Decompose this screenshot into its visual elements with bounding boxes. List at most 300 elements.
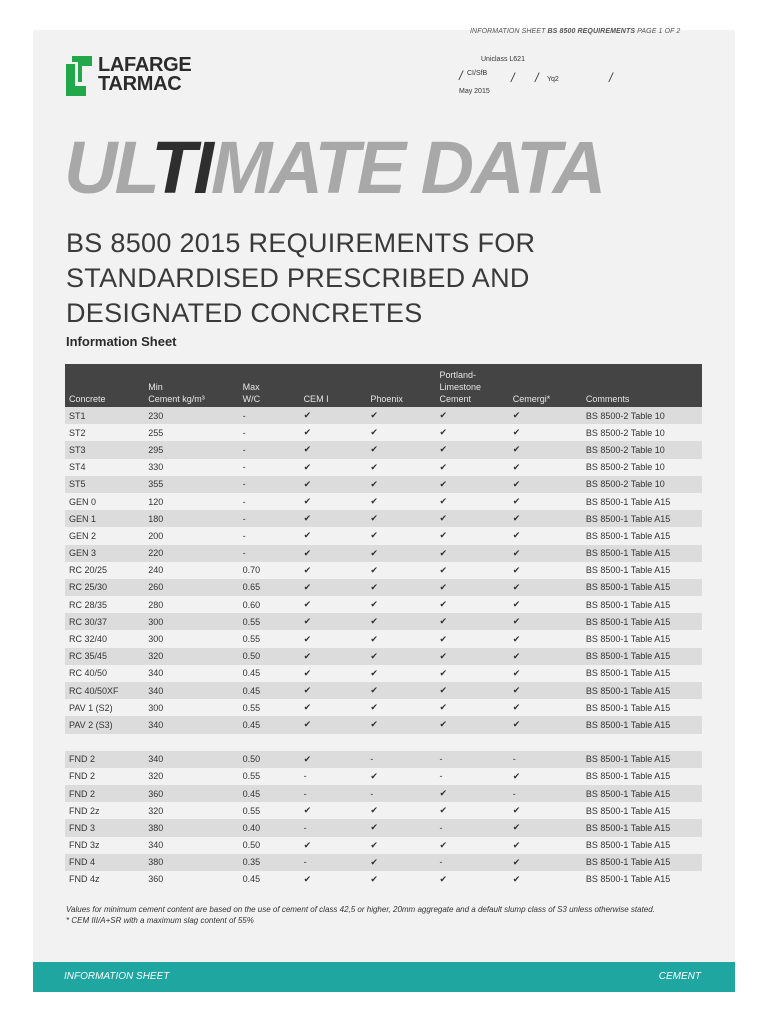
cell-phoenix: ✔ <box>370 667 378 678</box>
issue-date: May 2015 <box>459 88 490 95</box>
cell-concrete: FND 2z <box>69 805 100 816</box>
cell-comments: BS 8500-1 Table A15 <box>582 819 702 836</box>
cell-concrete: RC 40/50 <box>69 668 108 679</box>
cell-max-wc: - <box>242 530 246 541</box>
cell-phoenix: - <box>366 785 435 802</box>
table-row <box>65 837 702 854</box>
cell-cemergi: ✔ <box>512 839 521 850</box>
cell-cemergi: ✔ <box>509 648 582 665</box>
cell-comments: BS 8500-1 Table A15 <box>582 682 702 699</box>
cell-concrete: ST4 <box>69 462 86 473</box>
cell-phoenix: ✔ <box>370 839 378 850</box>
cell-concrete: PAV 2 (S3) <box>65 716 144 733</box>
cell-phoenix: ✔ <box>366 510 435 527</box>
cell-max-wc: - <box>239 407 300 424</box>
cell-comments: BS 8500-1 Table A15 <box>585 668 671 679</box>
cell-plc: ✔ <box>439 599 448 610</box>
title-line-1: BS 8500 2015 REQUIREMENTS FOR <box>66 228 536 258</box>
cell-concrete: RC 20/25 <box>69 565 108 576</box>
cell-comments: BS 8500-1 Table A15 <box>585 530 671 541</box>
cell-min-cement: 280 <box>148 599 164 610</box>
cell-cem-i: - <box>300 854 367 871</box>
cell-max-wc: 0.35 <box>239 854 300 871</box>
cell-plc: ✔ <box>435 476 508 493</box>
cell-plc: - <box>435 854 508 871</box>
table-row <box>65 527 702 544</box>
cell-min-cement: 340 <box>144 682 238 699</box>
cell-cemergi: ✔ <box>512 667 521 678</box>
cell-cem-i: ✔ <box>303 805 312 816</box>
table-row <box>65 424 702 441</box>
cell-cemergi: ✔ <box>509 613 582 630</box>
cell-phoenix: - <box>366 751 435 768</box>
table-row <box>65 510 702 527</box>
cell-plc: ✔ <box>439 496 448 507</box>
cell-comments: BS 8500-2 Table 10 <box>585 462 665 473</box>
cell-comments: BS 8500-1 Table A15 <box>582 510 702 527</box>
cell-phoenix: ✔ <box>366 613 435 630</box>
cell-cemergi: ✔ <box>509 579 582 596</box>
cell-cem-i: ✔ <box>303 667 312 678</box>
table-spacer-row <box>65 734 702 751</box>
cell-max-wc: 0.55 <box>242 771 261 782</box>
cell-cem-i: ✔ <box>303 702 312 713</box>
cell-cemergi: ✔ <box>509 441 582 458</box>
cell-cem-i: ✔ <box>303 530 312 541</box>
cell-comments: BS 8500-2 Table 10 <box>582 476 702 493</box>
table-row <box>65 716 702 733</box>
logo-line-1: LAFARGE <box>98 54 192 76</box>
cell-concrete: FND 2 <box>69 771 96 782</box>
cell-concrete: RC 28/35 <box>69 599 108 610</box>
cell-concrete: GEN 0 <box>69 496 97 507</box>
cell-min-cement: 330 <box>148 462 164 473</box>
cell-max-wc: 0.45 <box>242 668 261 679</box>
cell-comments: BS 8500-1 Table A15 <box>582 613 702 630</box>
header-plc-line-2: Limestone <box>439 382 481 392</box>
cell-max-wc: 0.45 <box>239 716 300 733</box>
hero-part-3: MATE DATA <box>210 126 604 209</box>
cell-cemergi: ✔ <box>512 496 521 507</box>
footnote-cement-basis: Values for minimum cement content are based on the use of cement of class 42,5 or higher, 20mm aggregate and a default slump class of S3 unless otherwise stated. <box>66 905 655 914</box>
cell-comments: BS 8500-1 Table A15 <box>585 840 671 851</box>
cell-cem-i: ✔ <box>303 496 312 507</box>
cell-comments: BS 8500-2 Table 10 <box>582 407 702 424</box>
table-row <box>65 699 702 716</box>
cell-plc: ✔ <box>439 530 448 541</box>
cell-cem-i: ✔ <box>300 510 367 527</box>
header-plc <box>435 364 508 407</box>
cell-max-wc: 0.50 <box>239 751 300 768</box>
cell-phoenix: ✔ <box>366 854 435 871</box>
cell-cemergi: ✔ <box>509 682 582 699</box>
cell-cem-i: ✔ <box>300 441 367 458</box>
footer-bar <box>33 962 735 992</box>
table-row <box>65 407 702 424</box>
cell-plc: ✔ <box>435 785 508 802</box>
logo-wordmark <box>98 56 191 94</box>
table-row <box>65 545 702 562</box>
cell-cemergi: ✔ <box>512 427 521 438</box>
cell-max-wc: 0.60 <box>242 599 261 610</box>
cell-concrete: RC 30/37 <box>65 613 144 630</box>
cell-min-cement: 380 <box>144 819 238 836</box>
footer-left-label: INFORMATION SHEET <box>64 971 170 982</box>
cell-max-wc: - <box>239 545 300 562</box>
cell-comments: BS 8500-1 Table A15 <box>585 565 671 576</box>
cell-phoenix: ✔ <box>370 427 378 438</box>
cell-max-wc: - <box>242 462 246 473</box>
cell-comments: BS 8500-1 Table A15 <box>582 854 702 871</box>
header-concrete <box>65 364 144 407</box>
cell-concrete: GEN 2 <box>69 530 97 541</box>
cell-cemergi: ✔ <box>509 819 582 836</box>
cell-cem-i: ✔ <box>300 682 367 699</box>
cell-comments: BS 8500-2 Table 10 <box>582 441 702 458</box>
cell-max-wc: 0.55 <box>242 702 261 713</box>
header-min-line-1: Min <box>148 382 163 392</box>
cell-plc: ✔ <box>435 545 508 562</box>
header-cem-i-text: CEM I <box>303 394 329 404</box>
table-row <box>65 441 702 458</box>
cell-cemergi: ✔ <box>512 530 521 541</box>
cell-comments: BS 8500-1 Table A15 <box>582 751 702 768</box>
cell-plc: - <box>435 751 508 768</box>
cell-min-cement: 255 <box>148 427 164 438</box>
table-row <box>65 562 702 579</box>
cell-comments: BS 8500-1 Table A15 <box>585 874 671 885</box>
title-line-3: DESIGNATED CONCRETES <box>66 298 423 328</box>
cell-min-cement: 260 <box>144 579 238 596</box>
cell-min-cement: 320 <box>148 771 164 782</box>
cell-phoenix: ✔ <box>366 407 435 424</box>
cell-cem-i: ✔ <box>303 427 312 438</box>
table-row <box>65 768 702 785</box>
cell-phoenix: ✔ <box>370 805 378 816</box>
cell-max-wc: 0.40 <box>239 819 300 836</box>
cisfb-code: Yq2 <box>547 76 559 83</box>
title-line-2: STANDARDISED PRESCRIBED AND <box>66 263 530 293</box>
cell-phoenix: ✔ <box>366 682 435 699</box>
cell-phoenix: ✔ <box>370 461 378 472</box>
cell-cem-i: ✔ <box>303 599 312 610</box>
slash-4: / <box>609 70 613 85</box>
cell-phoenix: ✔ <box>366 716 435 733</box>
cell-min-cement: 300 <box>144 613 238 630</box>
document-title <box>66 226 626 331</box>
cell-max-wc: 0.45 <box>239 785 300 802</box>
cell-cemergi: ✔ <box>512 702 521 713</box>
cell-cem-i: ✔ <box>300 579 367 596</box>
cell-cemergi: ✔ <box>512 461 521 472</box>
cell-concrete: GEN 3 <box>65 545 144 562</box>
cell-concrete: FND 4z <box>69 874 100 885</box>
table-body <box>65 407 702 888</box>
cell-phoenix: ✔ <box>370 873 378 884</box>
lafarge-tarmac-logo <box>66 56 246 98</box>
spacer-cell <box>65 734 702 751</box>
header-plc-line-1: Portland- <box>439 370 476 380</box>
footnote-cemergi: * CEM III/A+SR with a maximum slag content of 55% <box>66 916 254 925</box>
cell-plc: ✔ <box>439 461 448 472</box>
header-comments-text: Comments <box>585 394 630 404</box>
cell-phoenix: ✔ <box>370 599 378 610</box>
cell-cem-i: ✔ <box>300 476 367 493</box>
cell-concrete: FND 2 <box>65 785 144 802</box>
cell-max-wc: - <box>242 427 246 438</box>
table-row <box>65 871 702 888</box>
section-label: Information Sheet <box>66 334 177 349</box>
cell-plc: ✔ <box>435 682 508 699</box>
cell-concrete: ST3 <box>65 441 144 458</box>
hero-part-1: UL <box>64 126 152 209</box>
cell-plc: ✔ <box>435 716 508 733</box>
cell-plc: ✔ <box>435 648 508 665</box>
cell-cem-i: ✔ <box>300 545 367 562</box>
table-row <box>65 630 702 647</box>
cell-concrete: ST1 <box>65 407 144 424</box>
cell-max-wc: 0.50 <box>242 840 261 851</box>
cell-concrete: FND 4 <box>65 854 144 871</box>
header-wc-line-1: Max <box>242 382 260 392</box>
cell-plc: ✔ <box>435 510 508 527</box>
logo-line-2: TARMAC <box>98 73 182 95</box>
requirements-table <box>65 364 702 888</box>
cell-cemergi: ✔ <box>512 633 521 644</box>
cell-comments: BS 8500-1 Table A15 <box>582 785 702 802</box>
cell-cemergi: ✔ <box>509 716 582 733</box>
cell-comments: BS 8500-1 Table A15 <box>582 648 702 665</box>
cell-cem-i: ✔ <box>300 751 367 768</box>
cisfb-label: CI/SfB <box>467 70 488 77</box>
cell-cemergi: ✔ <box>512 873 521 884</box>
cell-cemergi: - <box>509 785 582 802</box>
cell-min-cement: 295 <box>144 441 238 458</box>
header-comments <box>582 364 702 407</box>
cell-min-cement: 320 <box>144 648 238 665</box>
cell-cem-i: ✔ <box>303 461 312 472</box>
header-concrete-text: Concrete <box>69 394 106 404</box>
cell-comments: BS 8500-1 Table A15 <box>585 634 671 645</box>
header-phoenix-text: Phoenix <box>370 394 403 404</box>
cell-concrete: PAV 1 (S2) <box>69 702 113 713</box>
cell-phoenix: ✔ <box>366 545 435 562</box>
cell-min-cement: 300 <box>148 702 164 713</box>
cell-max-wc: 0.50 <box>239 648 300 665</box>
cell-cemergi: ✔ <box>512 564 521 575</box>
cell-concrete: GEN 1 <box>65 510 144 527</box>
cell-cemergi: - <box>509 751 582 768</box>
cell-min-cement: 340 <box>148 668 164 679</box>
cell-max-wc: 0.55 <box>239 613 300 630</box>
cell-max-wc: - <box>242 496 246 507</box>
cell-cemergi: ✔ <box>512 599 521 610</box>
cell-plc: ✔ <box>435 407 508 424</box>
table-row <box>65 819 702 836</box>
cell-comments: BS 8500-1 Table A15 <box>585 496 671 507</box>
cell-plc: ✔ <box>439 805 448 816</box>
cell-cem-i: - <box>303 771 307 782</box>
cell-min-cement: 380 <box>144 854 238 871</box>
cell-concrete: RC 40/50XF <box>65 682 144 699</box>
cell-phoenix: ✔ <box>370 496 378 507</box>
cell-min-cement: 240 <box>148 565 164 576</box>
cell-phoenix: ✔ <box>370 530 378 541</box>
header-cemergi-text: Cemergi* <box>512 394 551 404</box>
cell-comments: BS 8500-1 Table A15 <box>582 716 702 733</box>
cell-phoenix: ✔ <box>370 564 378 575</box>
cell-concrete: FND 2 <box>65 751 144 768</box>
cell-min-cement: 360 <box>144 785 238 802</box>
table-row <box>65 751 702 768</box>
cell-min-cement: 340 <box>148 840 164 851</box>
table-row <box>65 682 702 699</box>
cell-plc: ✔ <box>435 579 508 596</box>
cell-plc: ✔ <box>439 839 448 850</box>
cell-plc: ✔ <box>439 667 448 678</box>
cell-min-cement: 180 <box>144 510 238 527</box>
table-row <box>65 785 702 802</box>
table-row <box>65 648 702 665</box>
cell-cem-i: ✔ <box>300 716 367 733</box>
cell-plc: ✔ <box>439 702 448 713</box>
header-plc-line-3: Cement <box>439 394 471 404</box>
cell-phoenix: ✔ <box>366 819 435 836</box>
logo-mark-icon <box>66 56 92 96</box>
cell-phoenix: ✔ <box>366 579 435 596</box>
cell-comments: BS 8500-1 Table A15 <box>585 771 671 782</box>
cell-min-cement: 340 <box>144 751 238 768</box>
topline-suffix: PAGE 1 OF 2 <box>637 28 681 35</box>
topline-prefix: INFORMATION SHEET <box>470 28 546 35</box>
table-row <box>65 493 702 510</box>
cell-cem-i: ✔ <box>300 407 367 424</box>
cell-phoenix: ✔ <box>366 476 435 493</box>
header-phoenix <box>366 364 435 407</box>
cell-phoenix: ✔ <box>366 648 435 665</box>
cell-max-wc: 0.65 <box>239 579 300 596</box>
cell-min-cement: 360 <box>148 874 164 885</box>
cell-max-wc: - <box>239 476 300 493</box>
table-row <box>65 854 702 871</box>
table-row <box>65 579 702 596</box>
cell-concrete: RC 32/40 <box>69 634 108 645</box>
cell-cemergi: ✔ <box>512 805 521 816</box>
header-min-cement <box>144 364 238 407</box>
cell-comments: BS 8500-1 Table A15 <box>585 599 671 610</box>
table-row <box>65 802 702 819</box>
cell-max-wc: 0.55 <box>242 805 261 816</box>
cell-comments: BS 8500-1 Table A15 <box>585 702 671 713</box>
cell-plc: ✔ <box>439 873 448 884</box>
cell-plc: - <box>435 819 508 836</box>
header-wc-line-2: W/C <box>242 394 261 404</box>
header-max-wc <box>239 364 300 407</box>
cell-plc: ✔ <box>435 441 508 458</box>
cell-cemergi: ✔ <box>509 510 582 527</box>
cell-cem-i: ✔ <box>300 613 367 630</box>
cell-min-cement: 120 <box>148 496 164 507</box>
topline-bold: BS 8500 REQUIREMENTS <box>547 28 636 35</box>
cell-max-wc: 0.45 <box>242 874 261 885</box>
hero-title <box>64 128 603 208</box>
cell-plc: ✔ <box>439 427 448 438</box>
cell-concrete: ST5 <box>65 476 144 493</box>
cell-concrete: RC 35/45 <box>65 648 144 665</box>
cell-max-wc: 0.55 <box>242 634 261 645</box>
cell-phoenix: ✔ <box>370 633 378 644</box>
cell-comments: BS 8500-1 Table A15 <box>582 579 702 596</box>
table-row <box>65 613 702 630</box>
slash-2: / <box>511 70 515 85</box>
header-min-line-2: Cement kg/m³ <box>148 394 205 404</box>
cell-min-cement: 230 <box>144 407 238 424</box>
cell-cem-i: - <box>300 785 367 802</box>
cell-concrete: FND 3 <box>65 819 144 836</box>
header-cemergi <box>509 364 582 407</box>
cell-plc: ✔ <box>435 613 508 630</box>
cell-cemergi: ✔ <box>512 770 521 781</box>
cell-phoenix: ✔ <box>366 441 435 458</box>
header-cem-i <box>300 364 367 407</box>
cell-cem-i: ✔ <box>303 873 312 884</box>
cell-cem-i: ✔ <box>303 839 312 850</box>
cell-cem-i: - <box>300 819 367 836</box>
cell-concrete: FND 3z <box>69 840 100 851</box>
cell-max-wc: 0.70 <box>242 565 261 576</box>
cell-cem-i: ✔ <box>300 648 367 665</box>
cell-plc: ✔ <box>439 564 448 575</box>
cell-min-cement: 340 <box>144 716 238 733</box>
cell-phoenix: ✔ <box>370 770 378 781</box>
cell-comments: BS 8500-1 Table A15 <box>585 805 671 816</box>
cell-comments: BS 8500-2 Table 10 <box>585 427 665 438</box>
page-header-line <box>470 28 750 35</box>
cell-min-cement: 320 <box>148 805 164 816</box>
slash-3: / <box>535 70 539 85</box>
cell-cemergi: ✔ <box>509 854 582 871</box>
footer-right-label: CEMENT <box>658 971 701 982</box>
cell-cem-i: ✔ <box>303 564 312 575</box>
footnotes <box>66 904 706 926</box>
cell-max-wc: - <box>239 441 300 458</box>
table-row <box>65 459 702 476</box>
cell-plc: ✔ <box>439 633 448 644</box>
table-row <box>65 476 702 493</box>
cell-cem-i: ✔ <box>303 633 312 644</box>
cell-min-cement: 220 <box>144 545 238 562</box>
cell-cemergi: ✔ <box>509 476 582 493</box>
table-row <box>65 665 702 682</box>
uniclass-code: Uniclass L621 <box>481 56 525 63</box>
hero-part-2: TI <box>151 126 211 209</box>
cell-cemergi: ✔ <box>509 545 582 562</box>
cell-max-wc: 0.45 <box>239 682 300 699</box>
table-row <box>65 596 702 613</box>
cell-min-cement: 355 <box>144 476 238 493</box>
cell-phoenix: ✔ <box>370 702 378 713</box>
table-header-row <box>65 364 702 407</box>
cell-concrete: ST2 <box>69 427 86 438</box>
cell-min-cement: 200 <box>148 530 164 541</box>
cell-max-wc: - <box>239 510 300 527</box>
cell-comments: BS 8500-1 Table A15 <box>582 545 702 562</box>
cell-min-cement: 300 <box>148 634 164 645</box>
cell-plc: - <box>439 771 443 782</box>
slash-1: / <box>459 68 463 83</box>
cell-concrete: RC 25/30 <box>65 579 144 596</box>
cell-cemergi: ✔ <box>509 407 582 424</box>
